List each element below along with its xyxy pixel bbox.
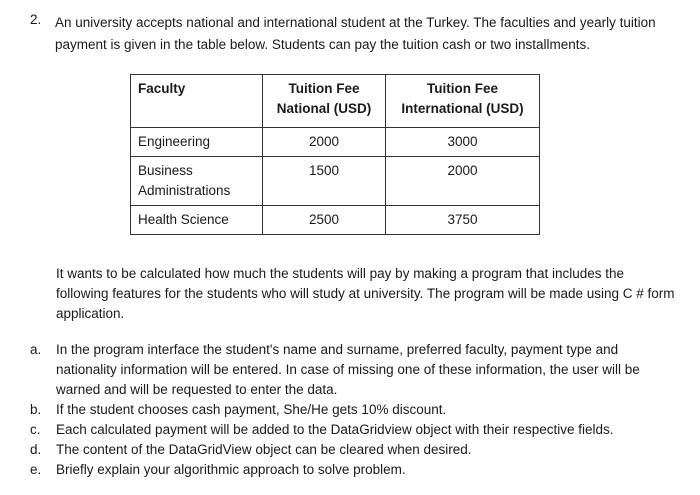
header-national: Tuition Fee National (USD) [263, 75, 386, 128]
tuition-table [130, 74, 540, 235]
table-row [131, 157, 540, 206]
cell-national: 2500 [263, 206, 386, 235]
cell-international: 3750 [386, 206, 540, 235]
cell-faculty: Business Administrations [131, 157, 263, 206]
item-label: a. [30, 342, 42, 357]
cell-national: 1500 [263, 157, 386, 206]
list-item [30, 440, 670, 460]
question-intro: An university accepts national and international student at the Turkey. The faculties and yearly tuition payment is given in the table below. Students can pay the tuition cash or two installments. [55, 15, 656, 52]
table-header-row [131, 75, 540, 128]
item-label: e. [30, 462, 42, 477]
list-item [30, 420, 670, 440]
header-faculty: Faculty [131, 75, 263, 128]
cell-international: 3000 [386, 128, 540, 157]
question-number: 2. [30, 12, 42, 27]
list-item [30, 400, 670, 420]
item-label: c. [30, 422, 41, 437]
item-text: Each calculated payment will be added to the DataGridview object with their respective fields. [56, 422, 614, 437]
requirements-paragraph: It wants to be calculated how much the students will pay by making a program that includes the following features for the students who will study at university. The program will be made using C # form application. [56, 266, 675, 321]
cell-international: 2000 [386, 157, 540, 206]
table-row [131, 206, 540, 235]
item-text: If the student chooses cash payment, She/He gets 10% discount. [56, 402, 447, 417]
header-international: Tuition Fee International (USD) [386, 75, 540, 128]
item-text: Briefly explain your algorithmic approach to solve problem. [56, 462, 406, 477]
cell-faculty: Engineering [131, 128, 263, 157]
table-row [131, 128, 540, 157]
item-text: The content of the DataGridView object can be cleared when desired. [56, 442, 472, 457]
requirements-list [30, 340, 670, 480]
list-item [30, 340, 670, 400]
item-text: In the program interface the student's name and surname, preferred faculty, payment type and nationality information will be entered. In case of missing one of these information, the user will be warned and will be requested to enter the data. [56, 342, 640, 397]
item-label: b. [30, 402, 42, 417]
item-label: d. [30, 442, 42, 457]
cell-national: 2000 [263, 128, 386, 157]
cell-faculty: Health Science [131, 206, 263, 235]
list-item [30, 460, 670, 480]
